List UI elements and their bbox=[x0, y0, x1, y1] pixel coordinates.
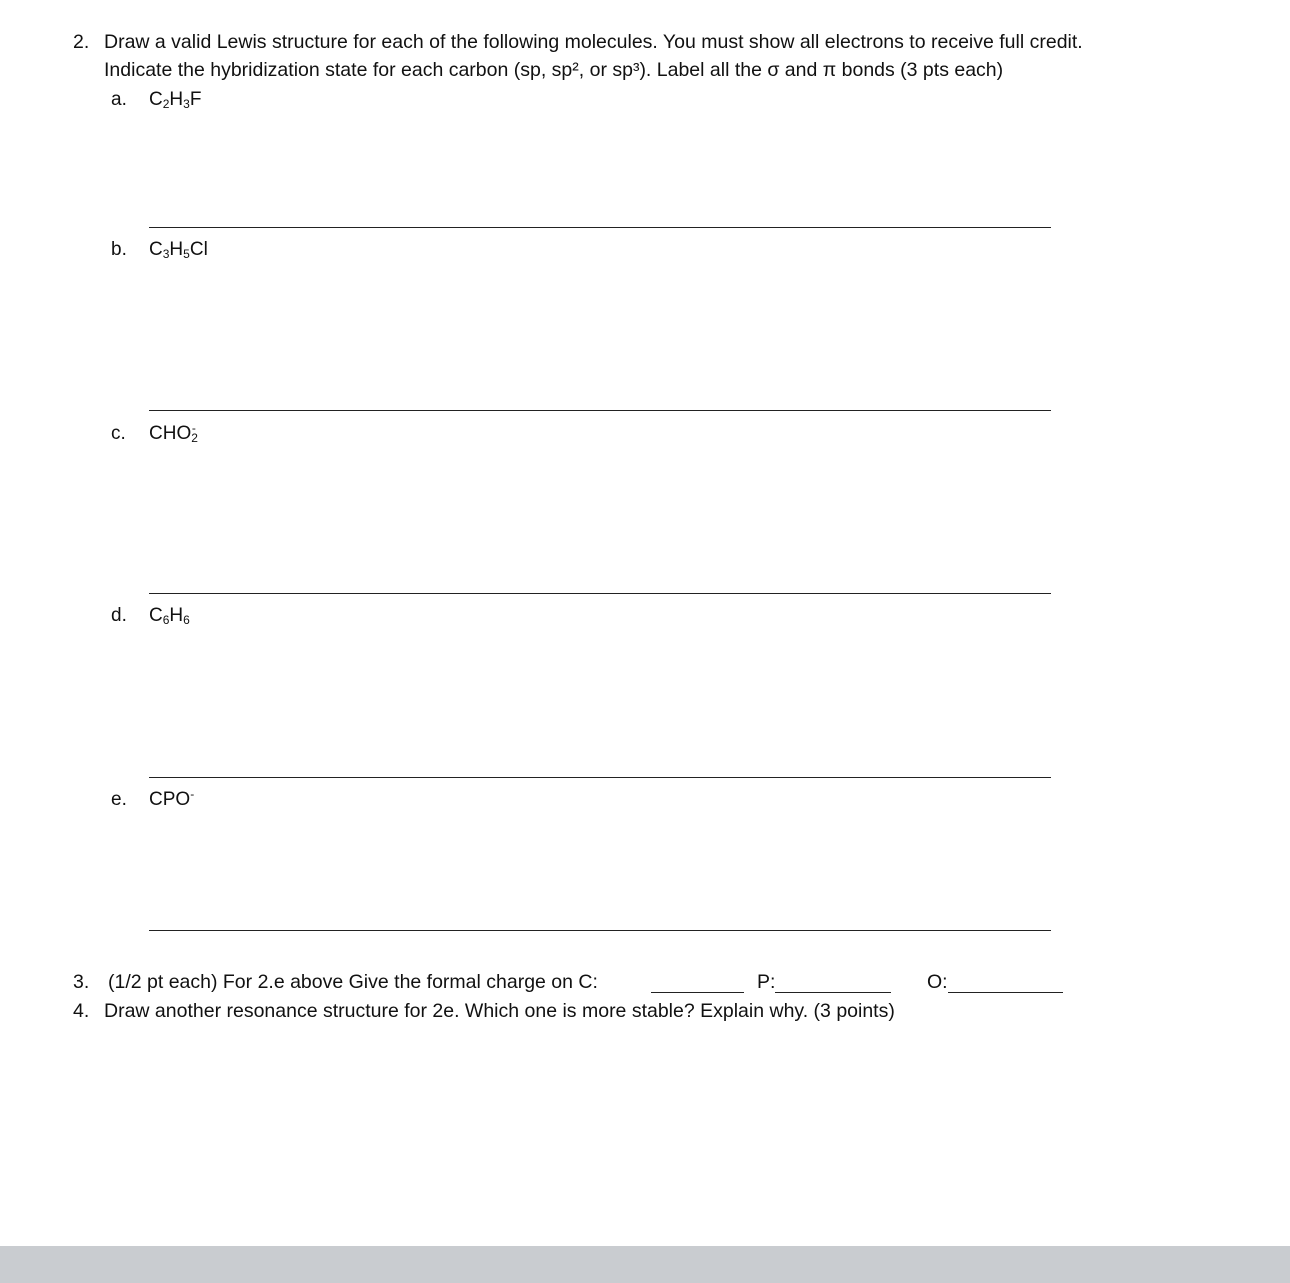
formal-charge-c-blank[interactable] bbox=[651, 973, 744, 993]
q4-number: 4. bbox=[73, 1000, 90, 1022]
q2-number: 2. bbox=[73, 31, 90, 53]
item-a-letter: a. bbox=[111, 89, 127, 110]
item-c-letter: c. bbox=[111, 423, 126, 444]
q3-number: 3. bbox=[73, 971, 90, 993]
item-b-letter: b. bbox=[111, 239, 127, 260]
q3-p-label: P: bbox=[757, 971, 776, 993]
answer-line-c[interactable] bbox=[149, 593, 1051, 594]
answer-line-e[interactable] bbox=[149, 930, 1051, 931]
answer-line-d[interactable] bbox=[149, 777, 1051, 778]
item-e-letter: e. bbox=[111, 789, 127, 810]
answer-line-a[interactable] bbox=[149, 227, 1051, 228]
formal-charge-p-blank[interactable] bbox=[775, 973, 891, 993]
q3-text: (1/2 pt each) For 2.e above Give the formal charge on C: bbox=[108, 971, 598, 993]
answer-line-b[interactable] bbox=[149, 410, 1051, 411]
item-c-formula: $CHO_2^-$ bbox=[149, 421, 198, 445]
item-d-formula: $C_6H_6$ bbox=[149, 605, 190, 627]
q3-o-label: O: bbox=[927, 971, 948, 993]
item-b-formula: $C_3H_5Cl$ bbox=[149, 239, 208, 261]
item-e-formula: CPO- bbox=[149, 787, 195, 810]
q2-instruction-line2: Indicate the hybridization state for each carbon (sp, sp², or sp³). Label all the σ and π bonds (3 pts each) bbox=[104, 59, 1004, 81]
formal-charge-o-blank[interactable] bbox=[948, 973, 1063, 993]
q2-instruction-line1: Draw a valid Lewis structure for each of the following molecules. You must show all electrons to receive full credit. bbox=[104, 31, 1083, 53]
q4-text: Draw another resonance structure for 2e. Which one is more stable? Explain why. (3 points) bbox=[104, 1000, 895, 1022]
bottom-scroll-bar bbox=[0, 1246, 1290, 1283]
item-a-formula: $C_2H_3F$ bbox=[149, 89, 202, 111]
item-d-letter: d. bbox=[111, 605, 127, 626]
